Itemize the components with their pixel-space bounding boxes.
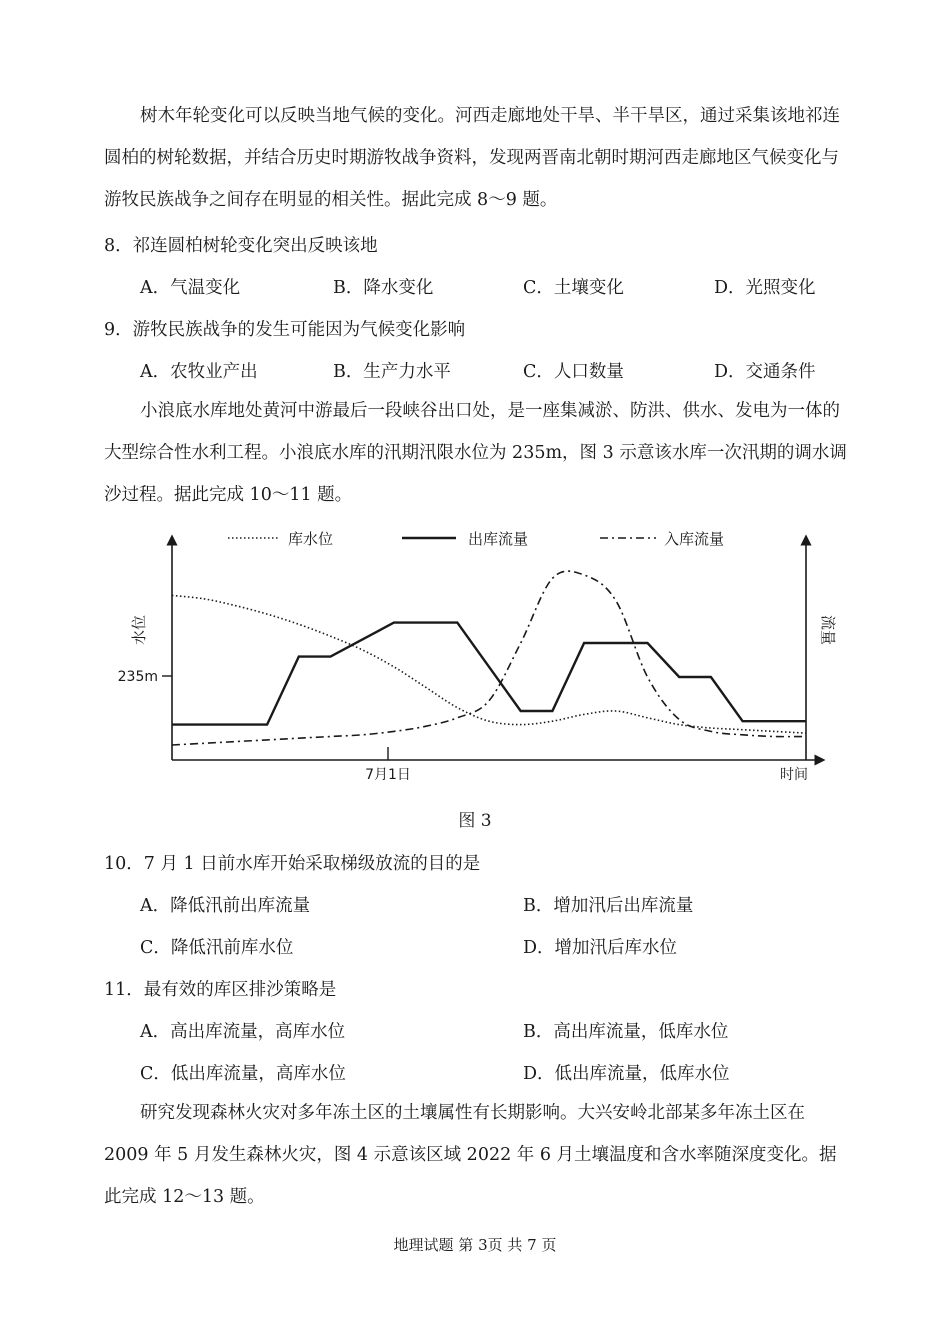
- y-label-left: 水位: [130, 614, 148, 646]
- series-water-level: [172, 595, 806, 733]
- series-outflow: [172, 623, 806, 725]
- y-tick-235m: 235m: [117, 669, 158, 685]
- x-tick-july1: 7月1日: [365, 767, 411, 783]
- question-11-stem: 11．最有效的库区排沙策略是: [104, 980, 337, 1000]
- q8-option-d[interactable]: D．光照变化: [714, 278, 816, 298]
- figure-3-chart: [100, 520, 840, 790]
- question-9-stem: 9．游牧民族战争的发生可能因为气候变化影响: [104, 320, 466, 340]
- page-footer: 地理试题 第 3页 共 7 页: [393, 1236, 557, 1254]
- q10-option-c[interactable]: C．降低汛前库水位: [140, 938, 294, 958]
- q11-option-c[interactable]: C．低出库流量，高库水位: [140, 1064, 346, 1084]
- q11-option-d[interactable]: D．低出库流量，低库水位: [523, 1064, 730, 1084]
- q10-option-b[interactable]: B．增加汛后出库流量: [523, 896, 694, 916]
- legend-water-level: 库水位: [288, 530, 334, 548]
- series-inflow: [172, 571, 806, 745]
- q9-option-c[interactable]: C．人口数量: [523, 362, 624, 382]
- figure-caption: 图 3: [458, 811, 492, 831]
- x-label-time: 时间: [780, 767, 808, 783]
- q8-option-c[interactable]: C．土壤变化: [523, 278, 624, 298]
- passage-permafrost: 研究发现森林火灾对多年冻土区的土壤属性有长期影响。大兴安岭北部某多年冻土区在 2009 年 5 月发生森林火灾，图 4 示意该区域 2022 年 6 月土壤温度和含水率随深度变化。据此完成 12～13 题。: [104, 1103, 837, 1207]
- legend-inflow: 入库流量: [664, 530, 725, 548]
- q10-option-d[interactable]: D．增加汛后库水位: [523, 938, 678, 958]
- q9-option-d[interactable]: D．交通条件: [714, 362, 816, 382]
- passage-xiaolangdi: 小浪底水库地处黄河中游最后一段峡谷出口处，是一座集减淤、防洪、供水、发电为一体的大型综合性水利工程。小浪底水库的汛期汛限水位为 235m，图 3 示意该水库一次汛期的调水调沙过程。据此完成 10～11 题。: [104, 401, 847, 505]
- q9-option-a[interactable]: A．农牧业产出: [140, 362, 258, 382]
- question-8-stem: 8．祁连圆柏树轮变化突出反映该地: [104, 236, 378, 256]
- legend-outflow: 出库流量: [468, 530, 529, 548]
- question-10-stem: 10．7 月 1 日前水库开始采取梯级放流的目的是: [104, 854, 481, 874]
- q8-option-a[interactable]: A．气温变化: [140, 278, 241, 298]
- q11-option-a[interactable]: A．高出库流量，高库水位: [140, 1022, 346, 1042]
- y-label-right: 流量: [819, 614, 837, 646]
- q9-option-b[interactable]: B．生产力水平: [333, 362, 451, 382]
- q10-option-a[interactable]: A．降低汛前出库流量: [140, 896, 311, 916]
- passage-tree-rings: 树木年轮变化可以反映当地气候的变化。河西走廊地处干旱、半干旱区，通过采集该地祁连圆柏的树轮数据，并结合历史时期游牧战争资料，发现两晋南北朝时期河西走廊地区气候变化与游牧民族战争之间存在明显的相关性。据此完成 8～9 题。: [104, 106, 840, 210]
- q8-option-b[interactable]: B．降水变化: [333, 278, 434, 298]
- q11-option-b[interactable]: B．高出库流量，低库水位: [523, 1022, 729, 1042]
